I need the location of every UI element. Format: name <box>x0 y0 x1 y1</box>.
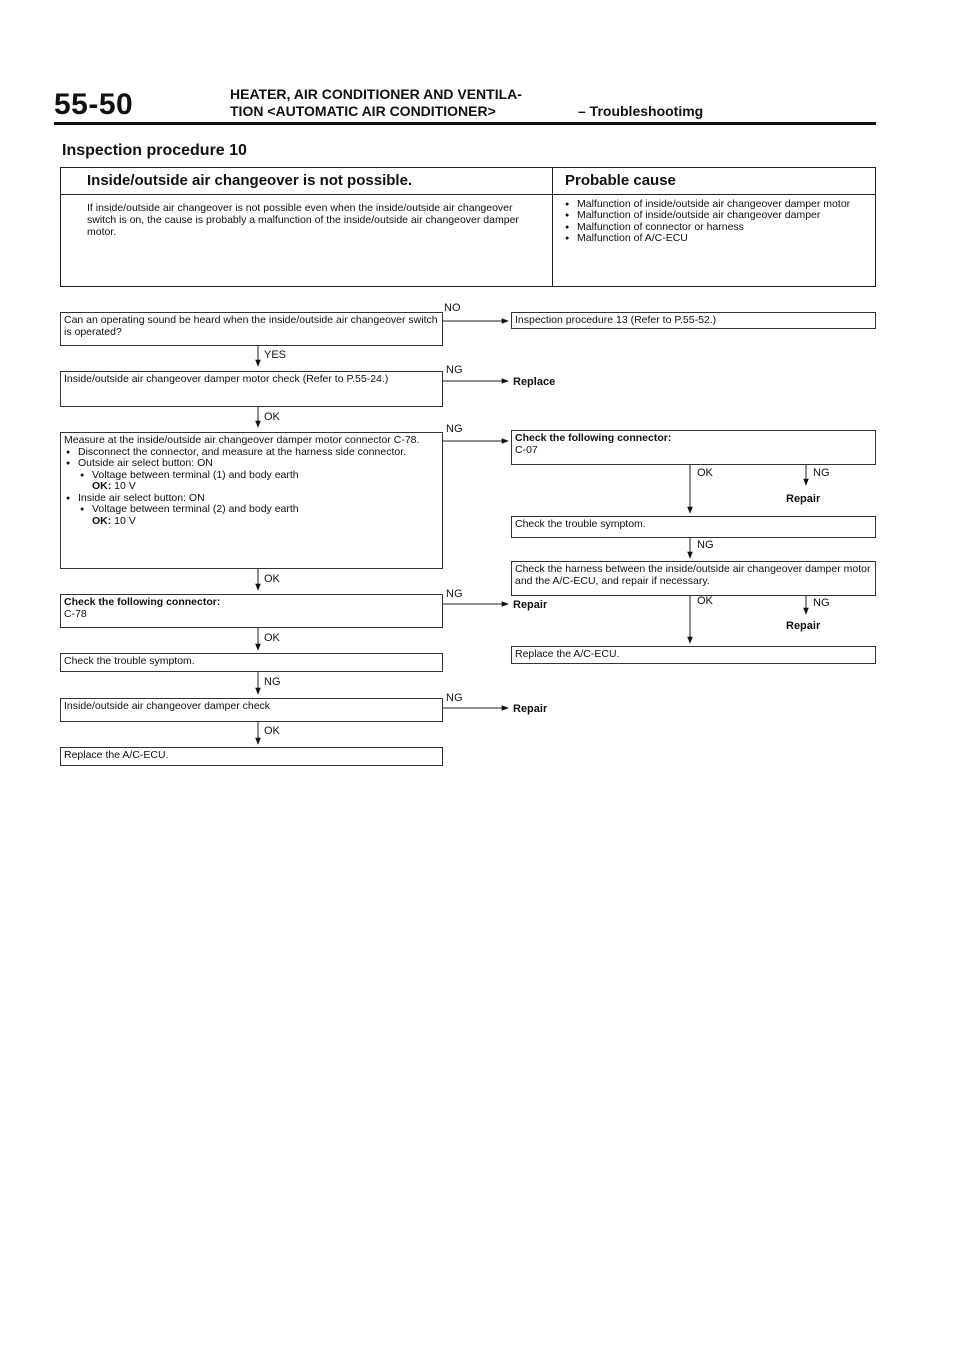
cause-item: ● Malfunction of A/C-ECU <box>565 233 865 244</box>
label-ng: NG <box>264 676 281 688</box>
measure-item: ● Outside air select button: ON <box>64 458 439 470</box>
label-ok: OK <box>697 467 713 479</box>
label-ng: NG <box>813 597 830 609</box>
label-ok: OK <box>697 595 713 607</box>
label-ng: NG <box>446 588 463 600</box>
symptom-heading: Inside/outside air changeover is not possible. <box>87 172 413 189</box>
connector-title: Check the following connector: <box>515 432 672 444</box>
ok-label: OK: <box>92 514 112 527</box>
ok-value: 10 V <box>114 514 136 527</box>
label-ok: OK <box>264 411 280 423</box>
step-check-connector-c07 <box>511 430 876 465</box>
step-operating-sound-check: Can an operating sound be heard when the inside/outside air changeover switch is operated? <box>60 312 443 346</box>
step-measure-connector-c78 <box>60 432 443 569</box>
ok-value: 10 V <box>114 480 136 492</box>
label-ok: OK <box>264 632 280 644</box>
probable-cause-heading: Probable cause <box>565 172 676 189</box>
action-repair: Repair <box>786 620 821 632</box>
header-title-line1: HEATER, AIR CONDITIONER AND VENTILA- <box>230 86 522 102</box>
step-replace-ac-ecu-right: Replace the A/C-ECU. <box>511 646 876 664</box>
label-ng: NG <box>446 364 463 376</box>
step-inspection-procedure-13: Inspection procedure 13 (Refer to P.55-52.) <box>511 312 876 329</box>
label-ng: NG <box>446 692 463 704</box>
step-check-harness: Check the harness between the inside/outside air changeover damper motor and the A/C-ECU, and repair if necessary. <box>511 561 876 596</box>
cause-item: ● Malfunction of inside/outside air changeover damper motor <box>565 199 865 210</box>
step-damper-check: Inside/outside air changeover damper check <box>60 698 443 722</box>
action-repair: Repair <box>513 599 548 611</box>
label-no: NO <box>444 302 461 314</box>
measure-ok-value <box>64 516 439 528</box>
cause-item: ● Malfunction of connector or harness <box>565 222 865 233</box>
page-number: 55-50 <box>54 88 134 121</box>
procedure-title: Inspection procedure 10 <box>62 142 247 159</box>
label-ng: NG <box>446 423 463 435</box>
step-check-trouble-symptom-left: Check the trouble symptom. <box>60 653 443 672</box>
measure-ok-value <box>64 481 439 493</box>
label-yes: YES <box>264 349 287 361</box>
measure-intro: Measure at the inside/outside air changeover damper motor connector C-78. <box>64 434 420 446</box>
action-repair: Repair <box>786 493 821 505</box>
action-replace: Replace <box>513 376 556 388</box>
measure-subitem: ● Voltage between terminal (1) and body earth <box>64 470 439 482</box>
header-title-line2: TION <AUTOMATIC AIR CONDITIONER> <box>230 103 496 119</box>
step-check-trouble-symptom-right: Check the trouble symptom. <box>511 516 876 538</box>
label-ng: NG <box>697 539 714 551</box>
ok-label: OK: <box>92 480 112 492</box>
measure-item: ● Disconnect the connector, and measure at the harness side connector. <box>64 447 439 459</box>
connector-id: C-07 <box>515 443 538 456</box>
label-ok: OK <box>264 573 280 585</box>
header-section: – Troubleshootimg <box>578 103 704 119</box>
connector-title: Check the following connector: <box>64 596 221 608</box>
step-check-connector-c78 <box>60 594 443 628</box>
measure-subitem: ● Voltage between terminal (2) and body earth <box>64 504 439 516</box>
symptom-description: If inside/outside air changeover is not possible even when the inside/outside air changeover switch is on, the cause is probably a malfunction of the inside/outside air changeover damper motor. <box>87 202 519 238</box>
label-ok: OK <box>264 725 280 737</box>
step-damper-motor-check: Inside/outside air changeover damper motor check (Refer to P.55-24.) <box>60 371 443 407</box>
measure-item: ● Inside air select button: ON <box>64 493 439 505</box>
action-repair: Repair <box>513 703 548 715</box>
connector-id: C-78 <box>64 607 87 620</box>
measure-list <box>64 447 439 528</box>
step-replace-ac-ecu-left: Replace the A/C-ECU. <box>60 747 443 766</box>
cause-item: ● Malfunction of inside/outside air changeover damper <box>565 210 865 221</box>
label-ng: NG <box>813 467 830 479</box>
